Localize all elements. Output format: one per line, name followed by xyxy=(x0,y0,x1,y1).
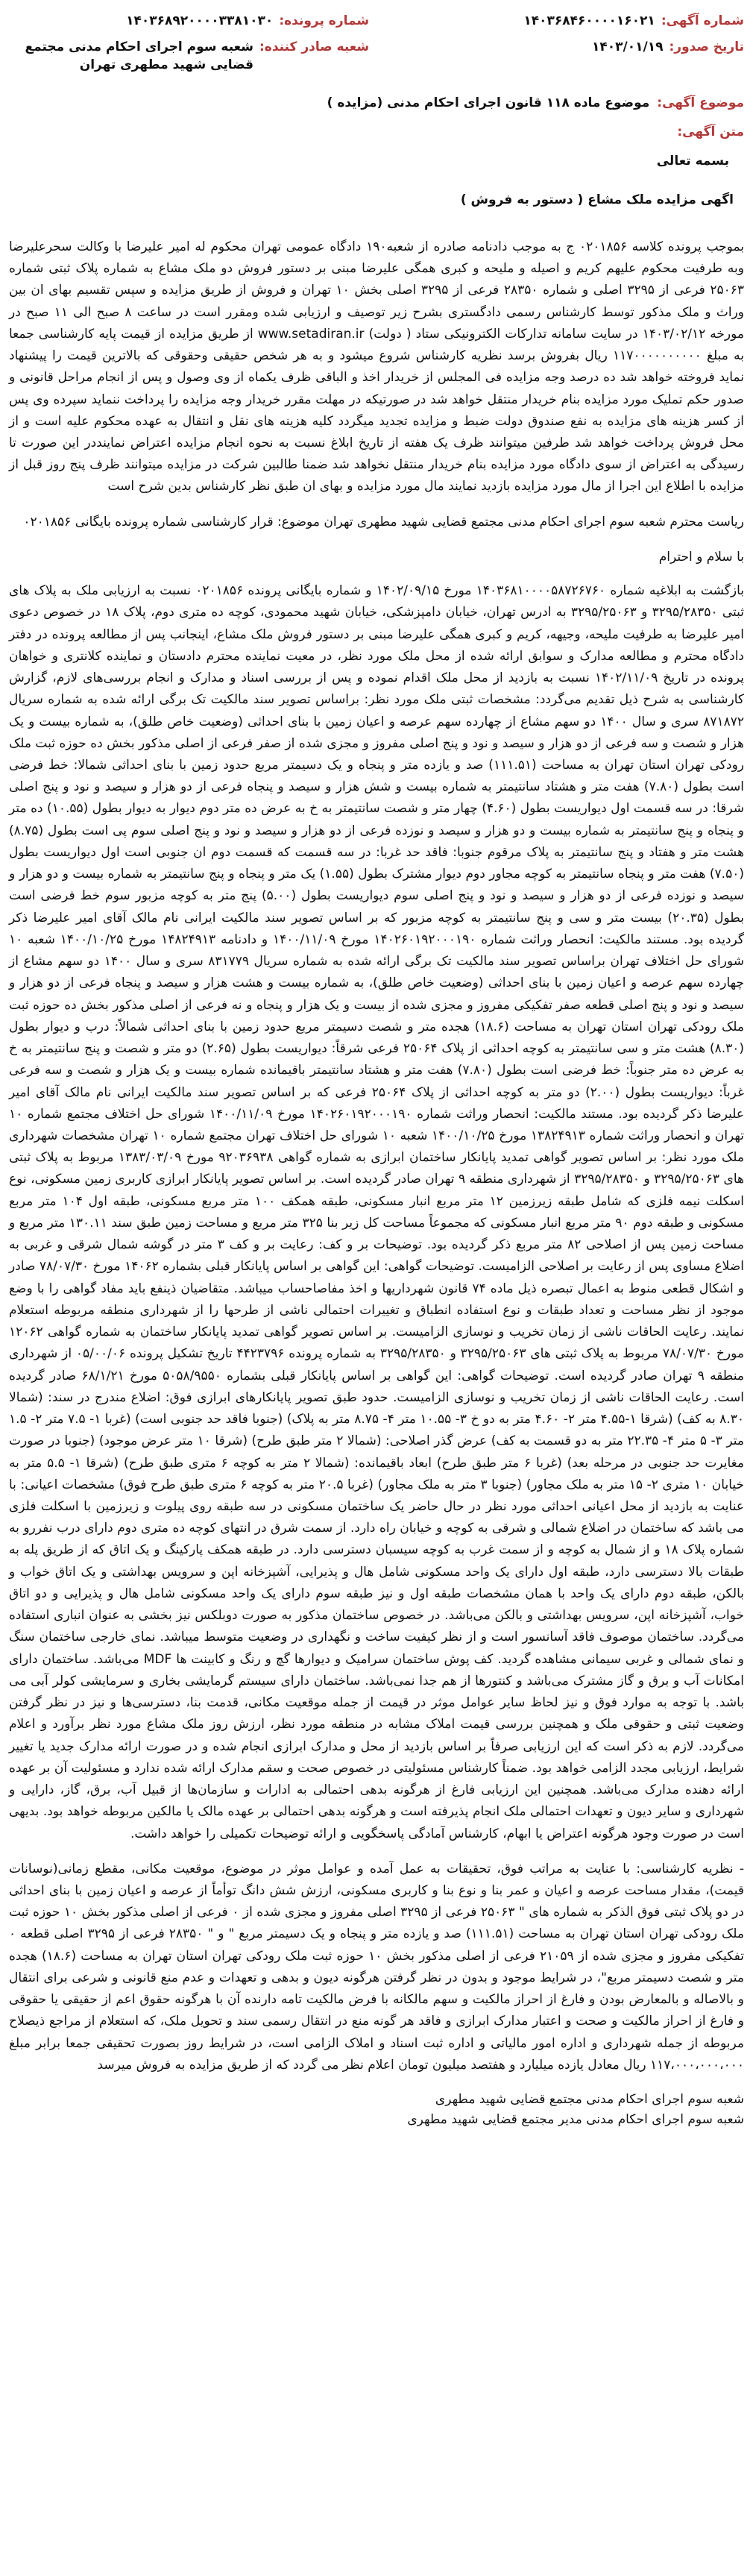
ad-number-label: شماره آگهی: xyxy=(661,13,744,28)
case-number-row xyxy=(9,12,369,31)
signature-line-1: شعبه سوم اجرای احکام مدنی مجتمع قضایی شهید مطهری xyxy=(435,2092,744,2108)
notice-body-label-row xyxy=(9,122,744,143)
notice-topic-value: موضوع ماده ۱۱۸ قانون اجرای احکام مدنی (مزایده ) xyxy=(327,95,650,110)
issue-date-label: تاریخ صدور: xyxy=(669,39,744,54)
notice-paragraph-3: بازگشت به ابلاغیه شماره ۱۴۰۳۶۸۱۰۰۰۰۵۸۷۲۶۷۶۰ مورخ ۱۴۰۲/۰۹/۱۵ و شماره بایگانی پرونده ۰۲۰۱۸۵۶ نسبت به ارزیابی ملک به پلاک های ثبتی ۳۲۹۵/۲۸۳۵۰ و ۳۲۹۵/۲۵۰۶۳ به ادرس تهران، خیابان دامپزشکی، خیابان شهید محمودی، کوچه ده متری دوم، پلاک ۱۸ در خصوص دعوی امیر علیرضا به طرفیت ملیحه، وجیهه، کریم و کبری همگی علیرضا مبنی بر دستور فروش ملک مشاع، اینجانب پس از مطالعه پرونده در دفتر دادگاه محترم و مطالعه مدارک و سوابق ارائه شده از محل ملک مورد نظر، در معیت نماینده محترم دادستان و نماینده کلانتری و خواهان پرونده در تاریخ ۱۴۰۲/۱۱/۰۹ نسبت به بازدید از محل ملک اقدام نموده و پس از بررسی اسناد و مدارک و انجام بررسی‌های لازم، گزارش کارشناسی به شرح ذیل تقدیم می‌گردد: مشخصات ثبتی ملک مورد نظر: براساس تصویر سند مالکیت تک برگی ارائه شده به شماره سریال ۸۷۱۸۷۲ سری و سال ۱۴۰۰ دو سهم مشاع از چهارده سهم عرصه و اعیان زمین با بنای احداثی (وضعیت خاص طلق)، به شماره بیست و یک هزار و شصت و سه فرعی از دو هزار و سیصد و نود و پنج اصلی مفروز و مجزی شده از صفر فرعی از اصلی مذکور بخش ده حوزه ثبت ملک رودکی تهران استان تهران به مساحت (۱۱۱.۵۱) صد و یازده متر و پنجاه و یک دسیمتر مربع حدود زمین با بنای احداثی شمالا: خط فرضی است بطول (۷.۸۰) هفت متر و هشتاد سانتیمتر به شماره بیست و شش هزار و سیصد و پنجاه فرعی از دو هزار و سیصد و نود و پنج اصلی شرقا: در سه قسمت اول دیواریست بطول (۴.۶۰) چهار متر و شصت سانتیمتر به خ به عرض ده متر دوم دیوار به دیوار بطول (۱۰.۵۵) ده متر و پنجاه و پنج سانتیمتر به شماره بیست و دو هزار و سیصد و نوزده فرعی از دو هزار و سیصد و نود و پنج اصلی سوم پی است بطول (۸.۷۵) هشت متر و هفتاد و پنج سانتیمتر به پلاک مرقوم جنوبا: فاقد حد غربا: در سه قسمت که قسمت دوم ان جنوبی است اول دیواریست بطول (۷.۵۰) هفت متر و پنجاه سانتیمتر به کوچه مجاور دوم دیوار مشترک بطول (۱.۵۵) یک متر و پنجاه و پنج سانتیمتر به شماره بیست و دو هزار و سیصد و نوزده فرعی از دو هزار و سیصد و نود و پنج اصلی سوم دیواریست بطول (۵.۰۰) پنج متر به کوچه مزبور سوم خط فرضی است بطول (۲۰.۳۵) بیست متر و سی و پنج سانتیمتر به کوچه مزبور که بر اساس تصویر سند مالکیت ایرانی نام مالک آقای امیر علیرضا ذکر گردیده بود. مستند مالکیت: انحصار وراثت شماره ۱۴۰۲۶۰۱۹۲۰۰۰۱۹۰ مورخ ۱۴۰۰/۱۱/۰۹ و دادنامه ۱۴۸۲۴۹۱۳ مورخ ۱۴۰۰/۱۰/۲۵ شعبه ۱۰ شورای حل اختلاف تهران براساس تصویر سند مالکیت تک برگی ارائه شده به شماره سریال ۸۳۱۷۷۹ سری و سال ۱۴۰۰ دو سهم مشاع از چهارده سهم عرصه و اعیان زمین با بنای احداثی (وضعیت خاص طلق)، به شماره بیست و هشت هزار و سیصد و پنجاه فرعی از دو هزار و سیصد و نود و پنج اصلی قطعه صفر تفکیکی مفروز و مجزی شده از بیست و یک هزار و پنجاه و نه فرعی از اصلی مذکور بخش ده حوزه ثبت ملک رودکی تهران استان تهران به مساحت (۱۸.۶) هجده متر و شصت دسیمتر مربع حدود زمین با بنای احداثی شمالاً: درب و دیوار بطول (۸.۳۰) هشت متر و سی سانتیمتر به کوچه احداثی از پلاک ۲۵۰۶۴ فرعی شرقاً: دیواریست بطول (۲.۶۵) دو متر و شصت و پنج سانتیمتر به خ به عرض ده متر جنوباً: خط فرضی است بطول (۷.۸۰) هفت متر و هشتاد سانتیمتر باقیمانده شماره بیست و یک هزار و شصت و سه فرعی غرباً: دیواریست بطول (۲.۰۰) دو متر به کوچه احداثی از پلاک ۲۵۰۶۴ فرعی که بر اساس تصویر سند مالکیت ایرانی نام مالک آقای امیر علیرضا ذکر گردیده بود. مستند مالکیت: انحصار وراثت شماره ۱۴۰۲۶۰۱۹۲۰۰۰۱۹۰ مورخ ۱۴۰۰/۱۱/۰۹ شورای حل اختلاف مجتمع شماره ۱۰ تهران و انحصار وراثت شماره ۱۳۸۲۴۹۱۳ مورخ ۱۴۰۰/۱۰/۲۵ شعبه ۱۰ شورای حل اختلاف تهران مجتمع شماره ۱۰ تهران مشخصات شهرداری ملک مورد نظر: بر اساس تصویر گواهی تمدید پایانکار ساختمان ابرازی به شماره گواهی ۹۲۰۳۶۹۳۸ مورخ ۱۳۸۳/۰۳/۰۹ مربوط به پلاک ثبتی های ۳۲۹۵/۲۵۰۶۳ و ۳۲۹۵/۲۸۳۵۰ از شهرداری منطقه ۹ تهران صادر گردیده است. بر اساس تصویر پایانکار ابرازی کاربری زمین مسکونی، نوع اسکلت نیمه فلزی که شامل طبقه زیرزمین ۱۲ متر مربع انبار مسکونی، طبقه همکف ۱۰۰ متر مربع مسکونی، طبقه اول ۱۰۴ متر مربع مسکونی و طبقه دوم ۹۰ متر مربع انبار مسکونی که مجموعاً مساحت کل زیر بنا ۳۲۵ متر مربع و مساحت زمین طبق سند ۱۳۰.۱۱ متر مربع و مساحت زمین پس از اصلاحی ۸۲ متر مربع ذکر گردیده بود. توضیحات بر و کف: رعایت بر و کف ۳ متر در گوشه شمال شرقی و غربی به اضلاع مساوی پس از رعایت بر اصلاحی الزامیست. توضیحات گواهی: این گواهی بر اساس پایانکار قبلی بشماره ۱۴۰۶۲ مورخ ۷۸/۰۷/۳۰ صادر و اشکال قطعی منوط به اعمال تبصره ذیل ماده ۷۴ قانون شهرداریها و اخذ مفاصاحساب میباشد. متقاضیان ذینفع باید مفاد گواهی را با وضع موجود از نظر مساحت و تعداد طبقات و نوع استفاده انطباق و تغییرات احتمالی ناشی از طرحها را از شهرداری منطقه مربوطه استعلام نمایند. رعایت الحاقات ناشی از زمان تخریب و نوسازی الزامیست. بر اساس تصویر گواهی تمدید پایانکار ساختمان به شماره گواهی ۱۲۰۶۲ مورخ ۷۸/۰۷/۳۰ مربوط به پلاک ثبتی های ۳۲۹۵/۲۵۰۶۳ و ۳۲۹۵/۲۸۳۵۰ به شماره پرونده ۴۴۲۳۷۹۶ تاریخ تشکیل پرونده ۰۵/۰۰/۰۶ از شهرداری منطقه ۹ تهران صادر گردیده است. توضیحات گواهی: این گواهی بر اساس پایانکار قبلی بشماره ۵۰۵۸/۹۵۵۰ مورخ ۶۸/۱/۲۱ صادر گردیده است. رعایت الحاقات ناشی از زمان تخریب و نوسازی الزامیست. حدود طبق تصویر پایانکارهای ابرازی فوق: اضلاع مندرج در سند: (شمالا ۸.۳۰ به کف) (شرقا ۱-۴.۵۵ متر ۲- ۴.۶۰ متر به دو خ ۳- ۱۰.۵۵ متر ۴- ۸.۷۵ متر به پلاک) (جنوبا فاقد حد جنوبی است) (غربا ۱- ۷.۵ متر ۲- ۱.۵ متر ۳- ۵ متر ۴- ۲۲.۳۵ متر به دو قسمت به کف) عرض گذر اصلاحی: (شمالا ۲ متر طبق طرح) (شرقا ۱۰ متر عرض موجود) (جنوبا در صورت مغایرت حد جنوبی در مرحله بعد) (غربا ۶ متر طبق طرح) ابعاد باقیمانده: (شمالا ۲ متر به کوچه ۶ متری طبق طرح) (شرقا ۱- ۵.۵ متر به خیابان ۱۰ متری ۲- ۱۵ متر به ملک مجاور) (جنوبا ۳ متر به ملک مجاور) (غربا ۲۰.۵ متر به کوچه ۶ متری طبق طرح فوق) مشخصات اعیانی: با عنایت به بازدید از محل اعیانی احداثی مورد نظر در حال حاضر یک ساختمان مسکونی در سه طبقه روی پیلوت و زیرزمین با اسکلت فلزی می باشد که ساختمان در اضلاع شمالی و شرقی به کوچه و خیابان راه دارد. از سمت شرق در انتهای کوچه ده متری دوم دارای درب نفررو به شماره پلاک ۱۸ و از شمال به کوچه و از سمت غرب به کوچه سیسبان دسترسی دارد. در طبقه همکف پارکینگ و یک اتاق که از طریق پله به طبقات بالا دسترسی دارد، طبقه اول دارای یک واحد مسکونی شامل هال و پذیرایی، آشپزخانه اپن و سرویس بهداشتی و یک اتاق خواب و بالکن، طبقه دوم دارای یک واحد با همان مشخصات طبقه اول و نیز طبقه سوم دارای یک واحد مسکونی شامل هال و پذیرایی و دو اتاق خواب، آشپزخانه اپن، سرویس بهداشتی و بالکن می‌باشد. در خصوص ساختمان مذکور به صورت دوبلکس نیز بخشی به عنوان انباری استفاده می‌گردد. ساختمان موصوف فاقد آسانسور است و از نظر کیفیت ساخت و نگهداری در وضعیت متوسط میباشد. نمای خارجی ساختمان سنگ و نمای شمالی و غربی سیمانی مشاهده گردید. کف پوش ساختمان سرامیک و دیوارها گچ و رنگ و کابینت ها MDF می‌باشد. ساختمان دارای امکانات آب و برق و گاز مشترک می‌باشد و کنتورها از هم جدا نمی‌باشد. ساختمان دارای سیستم گرمایشی بخاری و سرمایشی کولر آبی می باشد. با توجه به موارد فوق و نیز لحاظ سایر عوامل موثر در قیمت از جمله موقعیت مکانی، قدمت بنا، دسترسی‌ها و نیز در نظر گرفتن وضعیت ثبتی و حقوقی ملک و همچنین بررسی قیمت املاک مشابه در منطقه مورد نظر، ارزش روز ملک مشاع مورد نظر برآورد و اعلام می‌گردد. لازم به ذکر است که این ارزیابی صرفاً بر اساس بازدید از محل و مدارک ابرازی انجام شده و در صورت ارائه مدارک جدید یا تغییر شرایط، ارزیابی مجدد الزامی خواهد بود. ضمناً کارشناس مسئولیتی در خصوص صحت و سقم مدارک ارائه شده ندارد و مسئولیت آن بر عهده ارائه دهنده مدارک می‌باشد. همچنین این ارزیابی فارغ از هرگونه بدهی احتمالی به ادارات و سازمان‌ها از قبیل آب، برق، گاز، دارایی و شهرداری و سایر دیون و تعهدات احتمالی ملک انجام پذیرفته است و هرگونه بدهی احتمالی بر عهده مالک یا مالکین مربوطه خواهد بود. بدیهی است در صورت وجود هرگونه اعتراض یا ابهام، کارشناس آمادگی پاسخگویی و ارائه توضیحات تکمیلی را خواهد داشت. xyxy=(9,583,745,1841)
issuing-branch-value: شعبه سوم اجرای احکام مدنی مجتمع قضایی شهید مطهری تهران xyxy=(25,39,253,73)
notice-paragraph-4: - نظریه کارشناسی: با عنایت به مراتب فوق، تحقیقات به عمل آمده و عوامل موثر در موضوع، موقعیت مکانی، مقطع زمانی(نوسانات قیمت)، مقدار مساحت عرصه و اعیان و عمر بنا و نوع بنا و کاربری مسکونی، ارزش شش دانگ توأماً از عرصه و اعیان زمین با بنای احداثی در دو پلاک ثبتی فوق الذکر به شماره های " ۲۵۰۶۳ فرعی از ۳۲۹۵ اصلی مفروز و مجزی شده از ۰ فرعی از اصلی مذکور بخش ۱۰ حوزه ثبت ملک رودکی تهران استان تهران به مساحت (۱۱۱.۵۱) صد و یازده متر و پنجاه و یک دسیمتر مربع " و " ۲۸۳۵۰ فرعی از ۳۲۹۵ اصلی قطعه ۰ تفکیکی مفروز و مجزی شده از ۲۱۰۵۹ فرعی از اصلی مذکور بخش ۱۰ حوزه ثبت ملک رودکی تهران استان تهران به مساحت (۱۸.۶) هجده متر و شصت دسیمتر مربع"، در شرایط موجود و بدون در نظر گرفتن هرگونه دیون و بدهی و تعهدات و عدم منع قانونی و شرعی برای انتقال و بالاصاله و بالمعارض بودن و فارغ از احراز مالکیت و سهم مالکانه با فرض مالکیت تامه دارنده آن با هرگونه حقوق اعم از حقیقی یا حقوقی و فارغ از احراز مالکیت و صحت و اعتبار مدارک ابرازی و فاقد هر گونه منع در انتقال رسمی سند و تحویل ملک، که استعلام از مراجع ذیصلاح مربوطه از جمله شهرداری و اداره امور مالیاتی و اداره ثبت اسناد و املاک الزامی است، در شرایط روز بصورت تحقیقی جمعا برابر مبلغ ۱۱۷،۰۰۰،۰۰۰،۰۰۰ ریال معادل یازده میلیارد و هفتصد میلیون تومان اعلام نظر می گردد که از طریق مزایده به فروش میرسد xyxy=(9,1861,745,2073)
notice-headline: اگهی مزایده ملک مشاع ( دستور به فروش ) xyxy=(460,192,734,207)
notice-paragraph-1: بموجب پرونده کلاسه ۰۲۰۱۸۵۶ ج به موجب دادنامه صادره از شعبه۱۹۰ دادگاه عمومی تهران محکوم له امیر علیرضا با وکالت سحرعلیرضا وبه طرفیت محکوم علیهم کریم و اصیله و ملیحه و کبری همگی علیرضا مبنی بر دستور فروش دو ملک مشاع به شماره پلاک ثبتی شماره ۲۵۰۶۳ فرعی از ۳۲۹۵ اصلی و شماره ۲۸۳۵۰ فرعی از ۳۲۹۵ اصلی بخش ۱۰ تهران و فروش از طریق مزایده و سپس تقسیم بهای ان بین وراث و ملک مذکور توسط کارشناس رسمی دادگستری بشرح زیر توصیف و ارزیابی شده ومقرر است در ساعت ۸ صبح الی ۱۱ صبح در مورخه ۱۴۰۳/۰۲/۱۲ در سایت سامانه تدارکات الکترونیکی ستاد ( دولت) www.setadiran.ir از طریق مزایده از قیمت پایه کارشناسی جمعا به مبلغ ۱۱۷۰۰۰۰۰۰۰۰۰۰ ریال بفروش برسد نظریه کارشناس شروع میشود و به هر شخص حقیقی وحقوقی که بالاترین قیمت را پیشنهاد نماید فروخته خواهد شد ده درصد وجه مزایده فی المجلس از خریدار اخذ و الباقی ظرف یکماه از وی وصول و پس از انجام مراحل قانونی و صدور حکم تملیک مورد مزایده بنام خریدار منتقل خواهد شد در صورتیکه در مهلت مقرر خریدار وجه مزایده را پرداخت ننماید سپرده وی پس از کسر هزینه های مزایده به نفع صندوق دولت ضبط و مزایده تجدید میگردد کلیه هزینه های نقل و انتقال به عهده محکوم علیه است و از محل فروش پرداخت خواهد شد طرفین میتوانند ظرف یک هفته از تاریخ ابلاغ نسبت به نحوه انجام مزایده اعتراض نماینددر این صورت تا رسیدگی به اعتراض از سوی دادگاه مورد مزایده بنام خریدار منتقل نخواهد شد ضمنا طالبین شرکت در مزایده میتوانند ظرف پنج روز قبل از مزایده با اطلاع این اجرا از مال مورد مزایده بازدید نمایند مال مورد مزایده و بهای ان طبق نظر کارشناس بدین شرح است xyxy=(9,239,745,494)
ad-number-row xyxy=(384,12,744,31)
notice-body-label: متن آگهی: xyxy=(677,125,744,140)
issuing-branch-row xyxy=(9,38,369,75)
metadata-left-column xyxy=(9,10,369,82)
metadata-right-column xyxy=(384,10,744,63)
notice-topic-label: موضوع آگهی: xyxy=(657,95,744,110)
notice-topic-row xyxy=(9,92,744,114)
case-number-label: شماره پرونده: xyxy=(279,13,370,28)
signature-block xyxy=(9,2090,744,2130)
case-number-value: ۱۴۰۳۶۸۹۲۰۰۰۰۳۳۸۱۰۳۰ xyxy=(126,13,274,28)
signature-line-2: شعبه سوم اجرای احکام مدنی مدیر مجتمع قضایی شهید مطهری xyxy=(407,2112,744,2128)
notice-metadata xyxy=(9,10,744,85)
ad-number-value: ۱۴۰۳۶۸۴۶۰۰۰۰۱۶۰۲۱ xyxy=(523,13,655,28)
issuing-branch-label: شعبه صادر کننده: xyxy=(259,39,370,54)
opening-line: بسمه تعالی xyxy=(656,154,729,169)
notice-greeting: با سلام و احترام xyxy=(658,549,744,565)
issue-date-row xyxy=(384,38,744,57)
issue-date-value: ۱۴۰۳/۰۱/۱۹ xyxy=(592,39,664,54)
notice-paragraph-2: ریاست محترم شعبه سوم اجرای احکام مدنی مجتمع قضایی شهید مطهری تهران موضوع: قرار کارشناسی شماره پرونده بایگانی ۰۲۰۱۸۵۶ xyxy=(23,514,744,530)
